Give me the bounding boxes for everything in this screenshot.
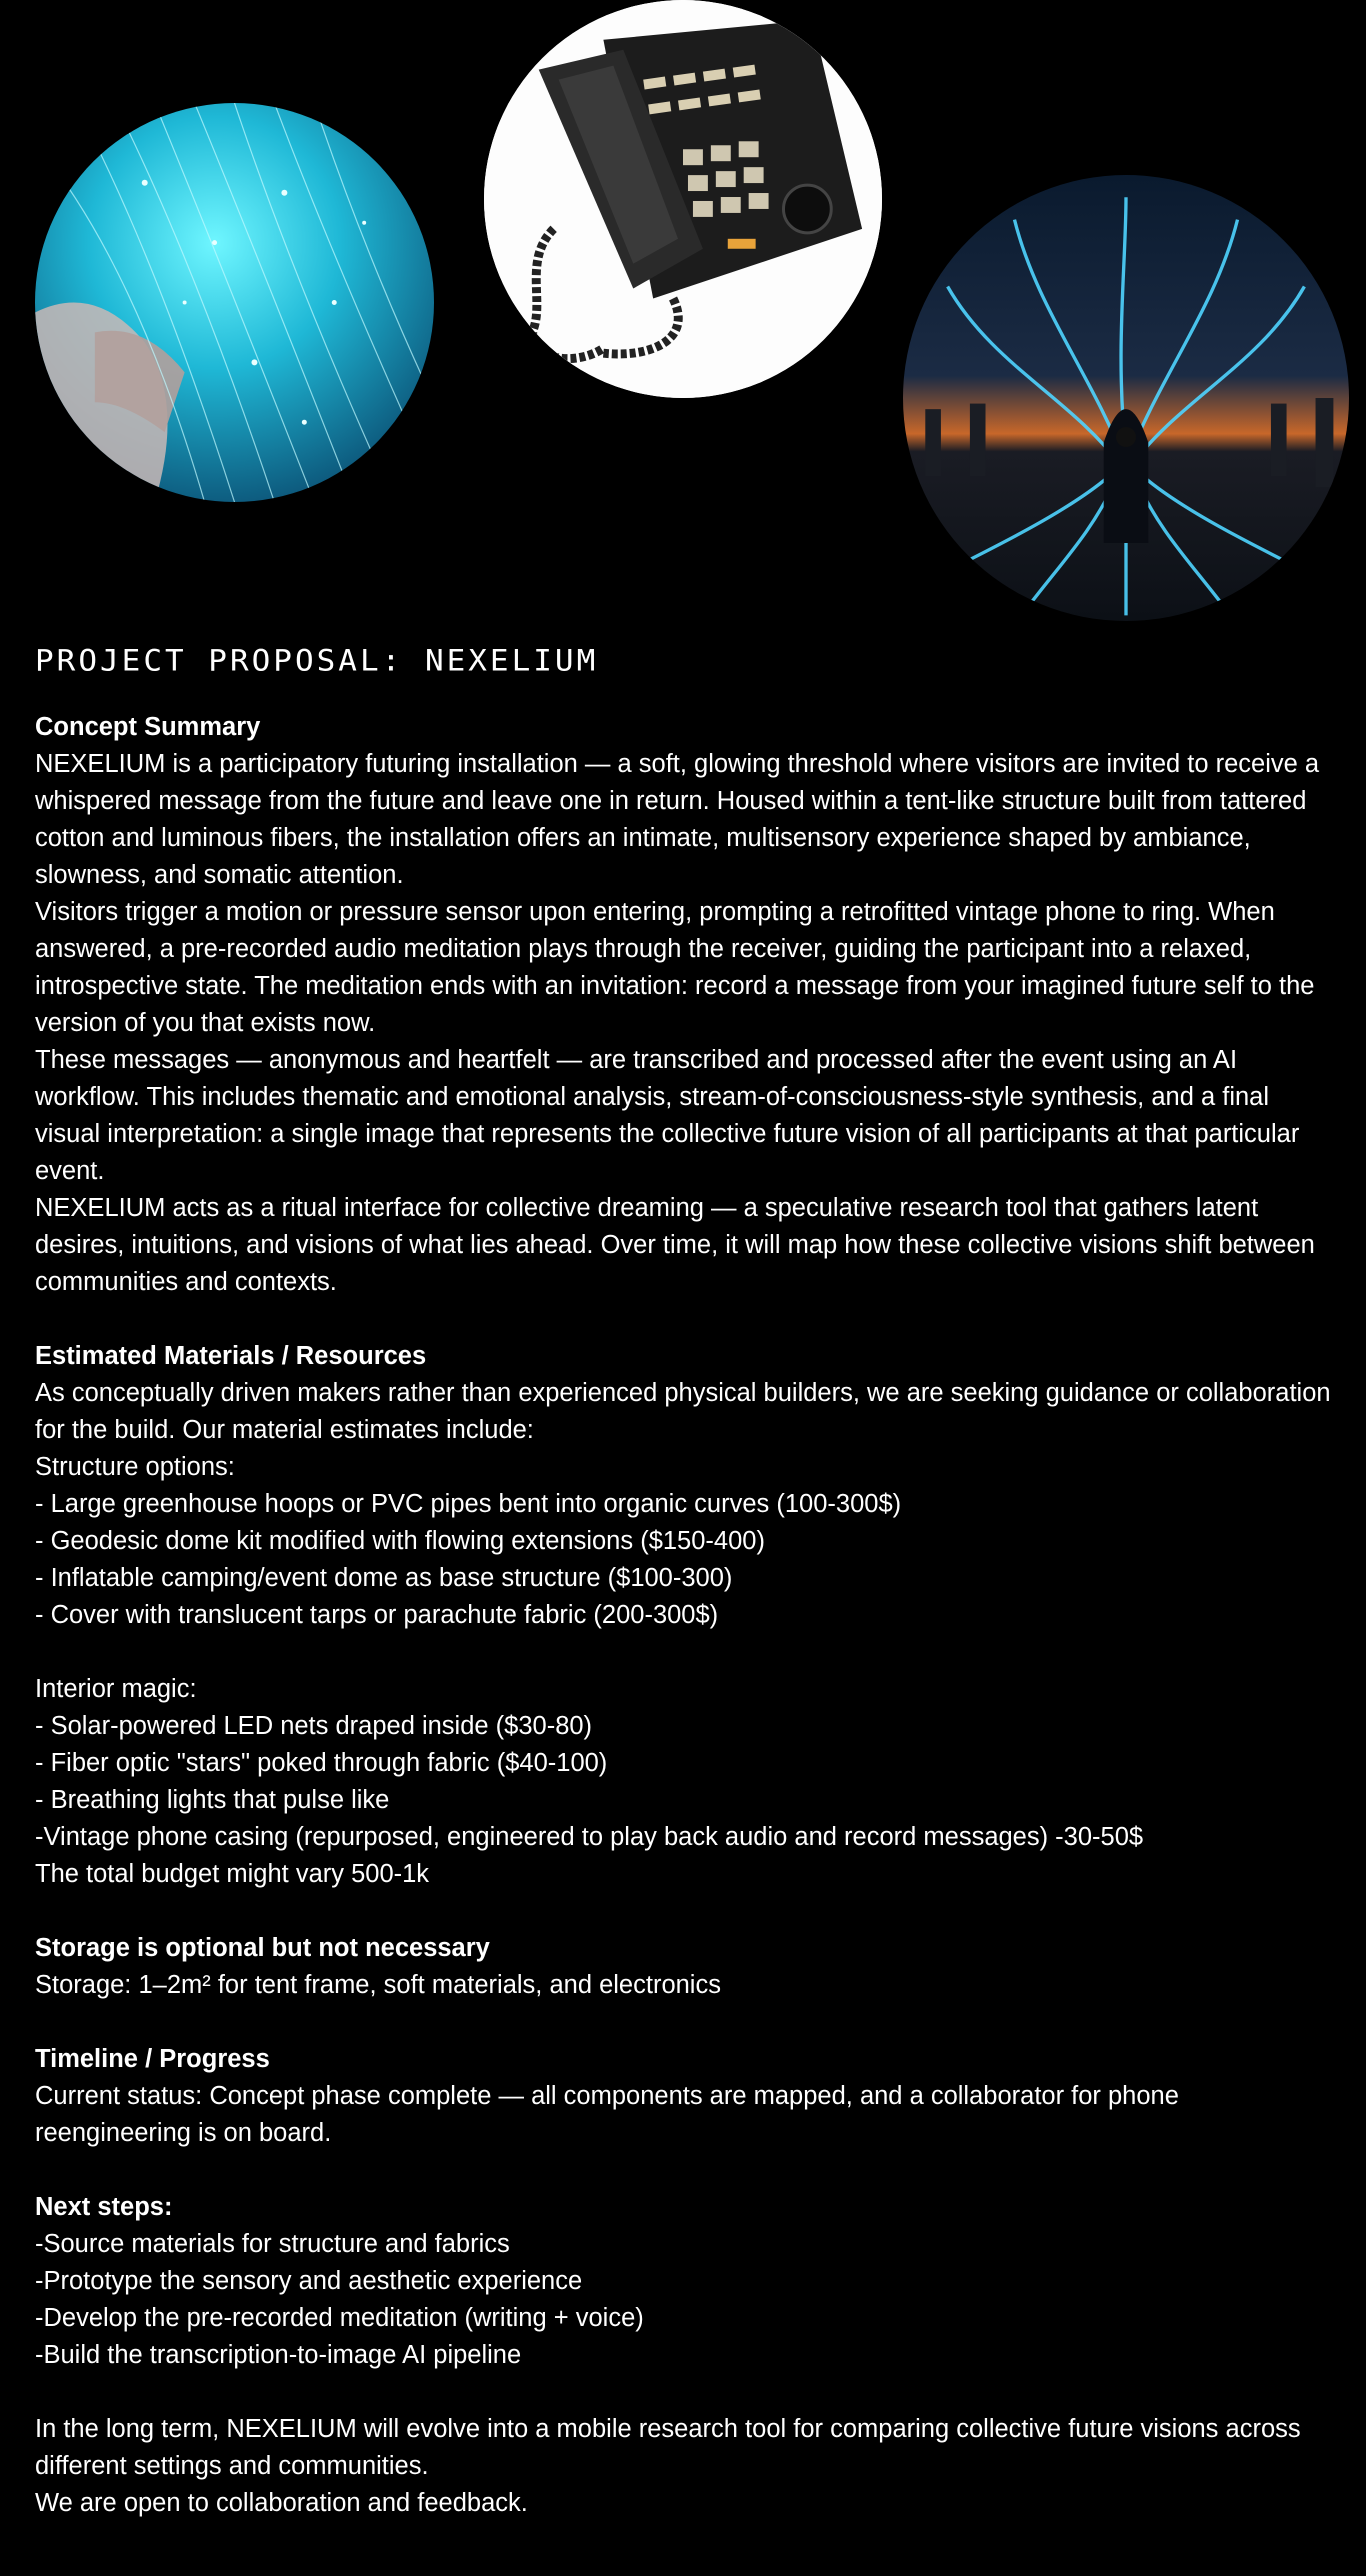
next-steps-heading: Next steps: <box>35 2193 173 2221</box>
closing-section <box>35 2411 1335 2522</box>
closing-paragraph: We are open to collaboration and feedback. <box>35 2489 528 2517</box>
list-item: - Fiber optic "stars" poked through fabric ($40-100) <box>35 1749 608 1777</box>
list-item: - Breathing lights that pulse like <box>35 1786 390 1814</box>
concept-section <box>35 709 1335 1301</box>
list-item: - Large greenhouse hoops or PVC pipes bent into organic curves (100-300$) <box>35 1490 902 1518</box>
fiber-optic-fabric-photo <box>35 103 434 502</box>
materials-intro: As conceptually driven makers rather than experienced physical builders, we are seeking guidance or collaboration for the build. Our material estimates include: <box>35 1379 1331 1444</box>
budget-text: The total budget might vary 500-1k <box>35 1860 430 1888</box>
vintage-office-phone-photo <box>484 0 882 398</box>
list-item: -Vintage phone casing (repurposed, engineered to play back audio and record messages) -30-50$ <box>35 1823 1144 1851</box>
list-item: - Geodesic dome kit modified with flowing extensions ($150-400) <box>35 1527 765 1555</box>
concept-paragraph: NEXELIUM acts as a ritual interface for collective dreaming — a speculative research tool that gathers latent desires, intuitions, and visions of what lies ahead. Over time, it will map how these collective visions shift between communities and contexts. <box>35 1194 1315 1296</box>
timeline-heading: Timeline / Progress <box>35 2045 270 2073</box>
concept-paragraph: NEXELIUM is a participatory futuring installation — a soft, glowing threshold where visitors are invited to receive a whispered message from the future and leave one in return. Housed within a tent-like structure built from tattered cotton and luminous fibers, the installation offers an intimate, multisensory experience shaped by ambiance, slowness, and somatic attention. <box>35 750 1320 889</box>
glowing-fiber-sculpture-photo <box>903 175 1349 621</box>
storage-heading: Storage is optional but not necessary <box>35 1934 490 1962</box>
structure-label: Structure options: <box>35 1453 235 1481</box>
list-item: -Build the transcription-to-image AI pipeline <box>35 2341 522 2369</box>
interior-label: Interior magic: <box>35 1675 197 1703</box>
storage-section <box>35 1930 1335 2004</box>
list-item: -Prototype the sensory and aesthetic experience <box>35 2267 583 2295</box>
concept-heading: Concept Summary <box>35 713 261 741</box>
materials-section <box>35 1338 1335 1893</box>
concept-paragraph: These messages — anonymous and heartfelt — are transcribed and processed after the event using an AI workflow. This includes thematic and emotional analysis, stream-of-consciousness-style synthesis, and a final visual interpretation: a single image that represents the collective future vision of all participants at that particular event. <box>35 1046 1300 1185</box>
next-steps-section <box>35 2189 1335 2374</box>
list-item: - Solar-powered LED nets draped inside ($30-80) <box>35 1712 593 1740</box>
timeline-text: Current status: Concept phase complete — all components are mapped, and a collaborator for phone reengineering is on board. <box>35 2082 1179 2147</box>
concept-paragraph: Visitors trigger a motion or pressure sensor upon entering, prompting a retrofitted vintage phone to ring. When answered, a pre-recorded audio meditation plays through the receiver, guiding the participant into a relaxed, introspective state. The meditation ends with an invitation: record a message from your imagined future self to the version of you that exists now. <box>35 898 1315 1037</box>
list-item: -Develop the pre-recorded meditation (writing + voice) <box>35 2304 644 2332</box>
list-item: - Inflatable camping/event dome as base structure ($100-300) <box>35 1564 733 1592</box>
page-title: PROJECT PROPOSAL: NEXELIUM <box>35 643 599 678</box>
storage-text: Storage: 1–2m² for tent frame, soft materials, and electronics <box>35 1971 721 1999</box>
closing-paragraph: In the long term, NEXELIUM will evolve into a mobile research tool for comparing collective future visions across different settings and communities. <box>35 2415 1301 2480</box>
proposal-document <box>35 640 1335 2522</box>
list-item: - Cover with translucent tarps or parachute fabric (200-300$) <box>35 1601 719 1629</box>
list-item: -Source materials for structure and fabrics <box>35 2230 510 2258</box>
timeline-section <box>35 2041 1335 2152</box>
materials-heading: Estimated Materials / Resources <box>35 1342 427 1370</box>
